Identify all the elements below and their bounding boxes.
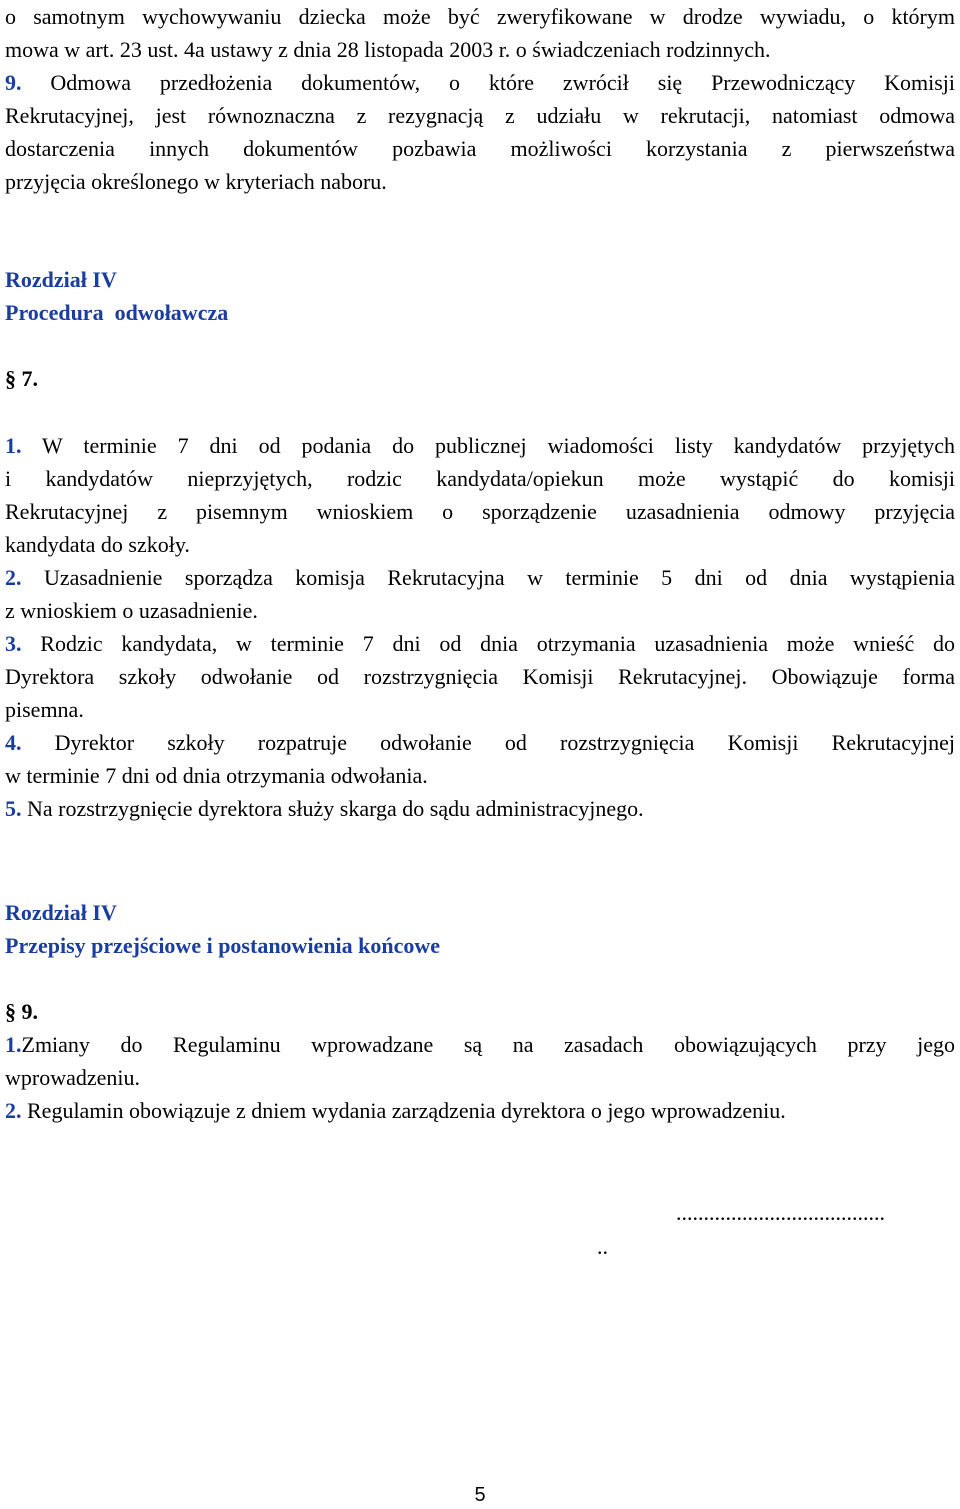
chapter-title: Przepisy przejściowe i postanowienia końcowe <box>5 933 441 958</box>
text-line: w terminie 7 dni od dnia otrzymania odwołania. <box>5 763 428 788</box>
text-line: Rekrutacyjnej, jest równoznaczna z rezygnacją z udziału w rekrutacji, natomiast odmowa <box>5 103 955 128</box>
chapter-number: Rozdział IV <box>5 267 117 292</box>
chapter-title: Procedura odwoławcza <box>5 300 229 325</box>
item-number: 2. <box>5 565 22 590</box>
list-item-line: 1. W terminie 7 dni od podania do publicznej wiadomości listy kandydatów przyjętych <box>5 433 955 458</box>
text-line: i kandydatów nieprzyjętych, rodzic kandydata/opiekun może wystąpić do komisji <box>5 466 955 491</box>
list-item-line: 3. Rodzic kandydata, w terminie 7 dni od dnia otrzymania uzasadnienia może wnieść do <box>5 631 956 656</box>
list-item-line: 4. Dyrektor szkoły rozpatruje odwołanie od rozstrzygnięcia Komisji Rekrutacyjnej <box>5 730 956 755</box>
top-text <box>5 0 955 198</box>
item-number: 1. <box>5 1032 22 1057</box>
item-number: 1. <box>5 433 22 458</box>
signature-line: ...................................... <box>676 1200 885 1225</box>
text-line: Rekrutacyjnej z pisemnym wnioskiem o sporządzenie uzasadnienia odmowy przyjęcia <box>5 499 955 524</box>
item-number: 4. <box>5 730 22 755</box>
text-line: Dyrektora szkoły odwołanie od rozstrzygnięcia Komisji Rekrutacyjnej. Obowiązuje forma <box>5 664 955 689</box>
list-item-line: 2. Uzasadnienie sporządza komisja Rekrutacyjna w terminie 5 dni od dnia wystąpienia <box>5 565 956 590</box>
signature-dots: .. <box>597 1234 608 1259</box>
text-line: dostarczenia innych dokumentów pozbawia możliwości korzystania z pierwszeństwa <box>5 136 955 161</box>
section-7-items <box>5 429 955 825</box>
item-number: 3. <box>5 631 22 656</box>
list-item-line: 5. Na rozstrzygnięcie dyrektora służy skarga do sądu administracyjnego. <box>5 796 644 821</box>
text-line: przyjęcia określonego w kryteriach naboru. <box>5 169 387 194</box>
text-line: pisemna. <box>5 697 84 722</box>
item-number: 2. <box>5 1098 22 1123</box>
text-line: wprowadzeniu. <box>5 1065 141 1090</box>
text-line: mowa w art. 23 ust. 4a ustawy z dnia 28 listopada 2003 r. o świadczeniach rodzinnych. <box>5 37 771 62</box>
paragraph-number: 9. <box>5 70 22 95</box>
paragraph-9-line: 9. Odmowa przedłożenia dokumentów, o które zwrócił się Przewodniczący Komisji <box>5 70 955 95</box>
list-item-line: 2. Regulamin obowiązuje z dniem wydania zarządzenia dyrektora o jego wprowadzeniu. <box>5 1098 786 1123</box>
list-item-line: 1.Zmiany do Regulaminu wprowadzane są na zasadach obowiązujących przy jego <box>5 1032 955 1057</box>
section-mark: § 7. <box>5 366 38 391</box>
item-number: 5. <box>5 796 22 821</box>
chapter-number: Rozdział IV <box>5 900 117 925</box>
text-line: z wnioskiem o uzasadnienie. <box>5 598 258 623</box>
chapter-heading <box>5 896 955 962</box>
chapter-heading <box>5 263 955 329</box>
text-line: kandydata do szkoły. <box>5 532 190 557</box>
section-mark: § 9. <box>5 999 38 1024</box>
section-9-items <box>5 1028 955 1127</box>
text-line: o samotnym wychowywaniu dziecka może być zweryfikowane w drodze wywiadu, o którym <box>5 4 955 29</box>
page-number: 5 <box>474 1484 486 1506</box>
